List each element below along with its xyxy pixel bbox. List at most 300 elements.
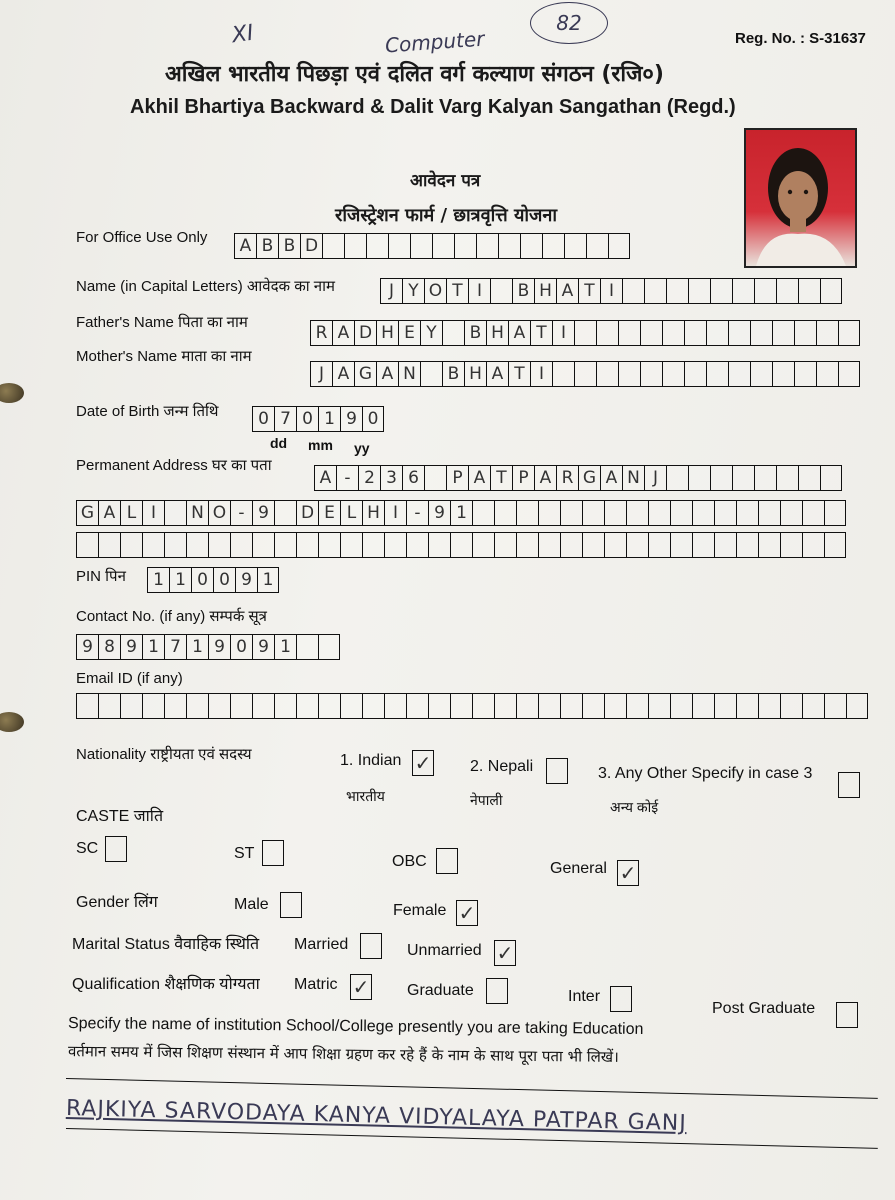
char-box[interactable] xyxy=(516,532,538,558)
char-box[interactable]: Y xyxy=(420,320,442,346)
char-box[interactable] xyxy=(164,500,186,526)
char-box[interactable] xyxy=(706,320,728,346)
char-box[interactable] xyxy=(476,233,498,259)
char-box[interactable] xyxy=(824,693,846,719)
char-box[interactable] xyxy=(274,532,296,558)
char-box[interactable] xyxy=(574,361,596,387)
gender-male-label: Male xyxy=(234,896,269,913)
nationality-other-label: 3. Any Other Specify in case 3 xyxy=(598,765,813,782)
char-box[interactable] xyxy=(736,693,758,719)
char-box[interactable]: 9 xyxy=(252,500,274,526)
dob-mm-hint: mm xyxy=(308,437,333,453)
char-box[interactable] xyxy=(802,500,824,526)
gender-female-checkbox[interactable]: ✓ xyxy=(456,900,478,926)
char-box[interactable]: A xyxy=(508,320,530,346)
char-box[interactable] xyxy=(186,693,208,719)
char-box[interactable] xyxy=(164,532,186,558)
char-box[interactable]: 1 xyxy=(147,567,169,593)
char-box[interactable]: I xyxy=(600,278,622,304)
char-box[interactable] xyxy=(76,532,98,558)
char-box[interactable] xyxy=(498,233,520,259)
char-box[interactable]: 0 xyxy=(230,634,252,660)
qualification-matric-checkbox[interactable]: ✓ xyxy=(350,974,372,1000)
char-box[interactable]: Y xyxy=(402,278,424,304)
address-line3-input[interactable] xyxy=(76,532,846,558)
institution-line-2 xyxy=(66,1128,878,1149)
marital-unmarried-checkbox[interactable]: ✓ xyxy=(494,940,516,966)
char-box[interactable] xyxy=(662,361,684,387)
char-box[interactable] xyxy=(388,233,410,259)
char-box[interactable]: P xyxy=(512,465,534,491)
qualification-inter-label: Inter xyxy=(568,988,601,1005)
char-box[interactable] xyxy=(296,693,318,719)
char-box[interactable] xyxy=(582,532,604,558)
char-box[interactable]: A xyxy=(534,465,556,491)
gender-label: Gender लिंग xyxy=(76,894,158,911)
char-box[interactable]: A xyxy=(376,361,398,387)
char-box[interactable] xyxy=(648,532,670,558)
char-box[interactable] xyxy=(618,361,640,387)
char-box[interactable] xyxy=(816,320,838,346)
char-box[interactable] xyxy=(98,693,120,719)
char-box[interactable]: R xyxy=(556,465,578,491)
char-box[interactable]: 1 xyxy=(257,567,279,593)
char-box[interactable] xyxy=(142,693,164,719)
char-box[interactable] xyxy=(604,693,626,719)
char-box[interactable] xyxy=(494,693,516,719)
char-box[interactable]: N xyxy=(622,465,644,491)
char-box[interactable]: 1 xyxy=(186,634,208,660)
char-box[interactable] xyxy=(340,532,362,558)
binder-ring-bottom xyxy=(0,712,24,732)
char-box[interactable]: B xyxy=(442,361,464,387)
char-box[interactable]: B xyxy=(464,320,486,346)
char-box[interactable] xyxy=(728,361,750,387)
char-box[interactable] xyxy=(604,500,626,526)
office-code-boxes xyxy=(234,233,630,259)
char-box[interactable] xyxy=(820,278,842,304)
char-box[interactable]: 9 xyxy=(120,634,142,660)
caste-st-label: ST xyxy=(234,845,255,862)
char-box[interactable]: H xyxy=(534,278,556,304)
char-box[interactable]: 2 xyxy=(358,465,380,491)
char-box[interactable] xyxy=(648,693,670,719)
char-box[interactable] xyxy=(618,320,640,346)
char-box[interactable] xyxy=(362,693,384,719)
nationality-nepali-hindi: नेपाली xyxy=(470,792,503,808)
char-box[interactable] xyxy=(626,500,648,526)
char-box[interactable] xyxy=(120,532,142,558)
char-box[interactable] xyxy=(564,233,586,259)
char-box[interactable] xyxy=(626,693,648,719)
char-box[interactable] xyxy=(142,532,164,558)
char-box[interactable]: 0 xyxy=(213,567,235,593)
caste-sc-label: SC xyxy=(76,840,99,857)
char-box[interactable] xyxy=(296,634,318,660)
institution-prompt-english: Specify the name of institution School/College presently you are taking Education xyxy=(67,1014,644,1039)
char-box[interactable] xyxy=(684,361,706,387)
char-box[interactable] xyxy=(772,361,794,387)
char-box[interactable]: 7 xyxy=(164,634,186,660)
char-box[interactable] xyxy=(76,693,98,719)
char-box[interactable] xyxy=(736,532,758,558)
nationality-indian-checkbox[interactable]: ✓ xyxy=(412,750,434,776)
char-box[interactable]: D xyxy=(354,320,376,346)
char-box[interactable] xyxy=(274,500,296,526)
char-box[interactable] xyxy=(644,278,666,304)
char-box[interactable] xyxy=(362,532,384,558)
marital-married-checkbox[interactable] xyxy=(360,933,382,959)
qualification-graduate-checkbox[interactable] xyxy=(486,978,508,1004)
char-box[interactable] xyxy=(714,500,736,526)
char-box[interactable] xyxy=(820,465,842,491)
nationality-nepali-checkbox[interactable] xyxy=(546,758,568,784)
char-box[interactable] xyxy=(428,532,450,558)
char-box[interactable] xyxy=(626,532,648,558)
char-box[interactable] xyxy=(208,693,230,719)
char-box[interactable]: A xyxy=(98,500,120,526)
char-box[interactable] xyxy=(714,532,736,558)
char-box[interactable]: 9 xyxy=(235,567,257,593)
char-box[interactable]: 0 xyxy=(296,406,318,432)
char-box[interactable] xyxy=(520,233,542,259)
char-box[interactable] xyxy=(472,693,494,719)
char-box[interactable]: A xyxy=(468,465,490,491)
contact-label: Contact No. (if any) सम्पर्क सूत्र xyxy=(76,608,267,625)
char-box[interactable] xyxy=(494,532,516,558)
char-box[interactable] xyxy=(366,233,388,259)
char-box[interactable]: H xyxy=(486,320,508,346)
char-box[interactable] xyxy=(706,361,728,387)
father-name-input[interactable] xyxy=(310,320,860,346)
char-box[interactable] xyxy=(582,500,604,526)
char-box[interactable]: 1 xyxy=(450,500,472,526)
char-box[interactable] xyxy=(450,693,472,719)
char-box[interactable] xyxy=(406,693,428,719)
char-box[interactable]: T xyxy=(490,465,512,491)
char-box[interactable] xyxy=(596,361,618,387)
applicant-photo xyxy=(744,128,857,268)
char-box[interactable] xyxy=(574,320,596,346)
nationality-other-checkbox[interactable] xyxy=(838,772,860,798)
char-box[interactable]: N xyxy=(186,500,208,526)
char-box[interactable] xyxy=(802,532,824,558)
char-box[interactable] xyxy=(640,320,662,346)
char-box[interactable] xyxy=(318,532,340,558)
char-box[interactable] xyxy=(776,278,798,304)
char-box[interactable] xyxy=(340,693,362,719)
char-box[interactable] xyxy=(754,278,776,304)
char-box[interactable] xyxy=(586,233,608,259)
qualification-postgrad-label: Post Graduate xyxy=(712,1000,816,1017)
char-box[interactable] xyxy=(208,532,230,558)
char-box[interactable]: H xyxy=(362,500,384,526)
char-box[interactable] xyxy=(758,693,780,719)
char-box[interactable] xyxy=(296,532,318,558)
char-box[interactable]: I xyxy=(552,320,574,346)
char-box[interactable] xyxy=(604,532,626,558)
char-box[interactable]: L xyxy=(120,500,142,526)
dob-yy-hint: yy xyxy=(354,440,370,456)
char-box[interactable]: N xyxy=(398,361,420,387)
char-box[interactable] xyxy=(596,320,618,346)
nationality-label: Nationality राष्ट्रीयता एवं सदस्य xyxy=(76,746,252,763)
caste-obc-checkbox[interactable] xyxy=(436,848,458,874)
char-box[interactable] xyxy=(732,465,754,491)
char-box[interactable]: I xyxy=(142,500,164,526)
char-box[interactable]: 9 xyxy=(340,406,362,432)
address-label: Permanent Address घर का पता xyxy=(76,457,272,474)
char-box[interactable]: A xyxy=(600,465,622,491)
gender-male-checkbox[interactable] xyxy=(280,892,302,918)
mother-name-label: Mother's Name माता का नाम xyxy=(76,348,252,365)
char-box[interactable] xyxy=(384,693,406,719)
char-box[interactable]: O xyxy=(424,278,446,304)
char-box[interactable] xyxy=(758,500,780,526)
char-box[interactable]: 9 xyxy=(76,634,98,660)
applicant-portrait-icon xyxy=(746,130,855,266)
char-box[interactable]: A xyxy=(314,465,336,491)
char-box[interactable] xyxy=(750,361,772,387)
char-box[interactable] xyxy=(516,693,538,719)
char-box[interactable]: T xyxy=(446,278,468,304)
char-box[interactable]: J xyxy=(644,465,666,491)
annotation-subject: Computer xyxy=(384,26,486,58)
char-box[interactable]: A xyxy=(234,233,256,259)
char-box[interactable]: 6 xyxy=(402,465,424,491)
char-box[interactable] xyxy=(384,532,406,558)
char-box[interactable] xyxy=(432,233,454,259)
char-box[interactable] xyxy=(560,693,582,719)
char-box[interactable]: - xyxy=(230,500,252,526)
char-box[interactable] xyxy=(688,465,710,491)
char-box[interactable]: T xyxy=(578,278,600,304)
address-line1-input[interactable] xyxy=(314,465,842,491)
char-box[interactable]: 1 xyxy=(318,406,340,432)
char-box[interactable]: B xyxy=(278,233,300,259)
char-box[interactable] xyxy=(692,500,714,526)
char-box[interactable]: H xyxy=(376,320,398,346)
registration-number: Reg. No. : S-31637 xyxy=(735,30,866,47)
char-box[interactable]: E xyxy=(318,500,340,526)
institution-input[interactable]: RAJKIYA SARVODAYA KANYA VIDYALAYA PATPAR GANJ xyxy=(65,1096,688,1137)
char-box[interactable] xyxy=(772,320,794,346)
char-box[interactable]: L xyxy=(340,500,362,526)
char-box[interactable] xyxy=(442,320,464,346)
char-box[interactable]: 9 xyxy=(208,634,230,660)
char-box[interactable]: 1 xyxy=(169,567,191,593)
char-box[interactable]: 7 xyxy=(274,406,296,432)
char-box[interactable] xyxy=(428,693,450,719)
char-box[interactable] xyxy=(252,532,274,558)
caste-obc-label: OBC xyxy=(392,853,427,870)
char-box[interactable] xyxy=(120,693,142,719)
char-box[interactable]: I xyxy=(530,361,552,387)
char-box[interactable] xyxy=(230,693,252,719)
char-box[interactable]: J xyxy=(380,278,402,304)
char-box[interactable] xyxy=(322,233,344,259)
char-box[interactable] xyxy=(780,500,802,526)
char-box[interactable]: 9 xyxy=(252,634,274,660)
char-box[interactable] xyxy=(692,532,714,558)
char-box[interactable]: A xyxy=(486,361,508,387)
char-box[interactable] xyxy=(824,532,846,558)
char-box[interactable] xyxy=(838,361,860,387)
char-box[interactable]: B xyxy=(256,233,278,259)
char-box[interactable]: G xyxy=(76,500,98,526)
char-box[interactable] xyxy=(714,693,736,719)
char-box[interactable] xyxy=(560,500,582,526)
char-box[interactable] xyxy=(608,233,630,259)
char-box[interactable] xyxy=(410,233,432,259)
char-box[interactable]: G xyxy=(354,361,376,387)
char-box[interactable] xyxy=(454,233,476,259)
marital-unmarried-label: Unmarried xyxy=(407,942,482,959)
caste-sc-checkbox[interactable] xyxy=(105,836,127,862)
char-box[interactable] xyxy=(780,693,802,719)
char-box[interactable]: G xyxy=(578,465,600,491)
char-box[interactable] xyxy=(710,278,732,304)
char-box[interactable] xyxy=(692,693,714,719)
char-box[interactable] xyxy=(662,320,684,346)
char-box[interactable]: A xyxy=(332,361,354,387)
char-box[interactable] xyxy=(538,532,560,558)
char-box[interactable] xyxy=(728,320,750,346)
char-box[interactable] xyxy=(516,500,538,526)
char-box[interactable]: H xyxy=(464,361,486,387)
nationality-indian-label: 1. Indian xyxy=(340,752,402,769)
caste-st-checkbox[interactable] xyxy=(262,840,284,866)
char-box[interactable] xyxy=(798,465,820,491)
char-box[interactable] xyxy=(736,500,758,526)
caste-general-checkbox[interactable]: ✓ xyxy=(617,860,639,886)
char-box[interactable] xyxy=(780,532,802,558)
caste-general-label: General xyxy=(550,860,607,877)
char-box[interactable]: 1 xyxy=(274,634,296,660)
char-box[interactable]: 9 xyxy=(428,500,450,526)
char-box[interactable] xyxy=(472,500,494,526)
char-box[interactable]: 0 xyxy=(252,406,274,432)
char-box[interactable]: I xyxy=(384,500,406,526)
char-box[interactable]: - xyxy=(336,465,358,491)
char-box[interactable] xyxy=(732,278,754,304)
char-box[interactable] xyxy=(318,634,340,660)
address-line2-input[interactable] xyxy=(76,500,846,526)
char-box[interactable] xyxy=(666,278,688,304)
char-box[interactable] xyxy=(98,532,120,558)
char-box[interactable] xyxy=(794,320,816,346)
char-box[interactable] xyxy=(450,532,472,558)
char-box[interactable]: O xyxy=(208,500,230,526)
char-box[interactable] xyxy=(344,233,366,259)
char-box[interactable] xyxy=(472,532,494,558)
char-box[interactable] xyxy=(542,233,564,259)
char-box[interactable] xyxy=(710,465,732,491)
char-box[interactable]: - xyxy=(406,500,428,526)
char-box[interactable] xyxy=(670,532,692,558)
qualification-graduate-label: Graduate xyxy=(407,982,474,999)
char-box[interactable]: A xyxy=(556,278,578,304)
char-box[interactable] xyxy=(552,361,574,387)
char-box[interactable] xyxy=(688,278,710,304)
char-box[interactable] xyxy=(538,693,560,719)
char-box[interactable] xyxy=(560,532,582,558)
char-box[interactable]: T xyxy=(508,361,530,387)
char-box[interactable]: 1 xyxy=(142,634,164,660)
char-box[interactable] xyxy=(494,500,516,526)
char-box[interactable]: D xyxy=(300,233,322,259)
char-box[interactable] xyxy=(424,465,446,491)
email-input[interactable] xyxy=(76,693,868,719)
char-box[interactable] xyxy=(798,278,820,304)
char-box[interactable]: 0 xyxy=(191,567,213,593)
char-box[interactable] xyxy=(824,500,846,526)
char-box[interactable]: J xyxy=(310,361,332,387)
char-box[interactable] xyxy=(666,465,688,491)
char-box[interactable] xyxy=(776,465,798,491)
char-box[interactable]: 3 xyxy=(380,465,402,491)
char-box[interactable] xyxy=(670,693,692,719)
contact-input[interactable] xyxy=(76,634,340,660)
char-box[interactable] xyxy=(274,693,296,719)
institution-line-1 xyxy=(66,1078,878,1099)
char-box[interactable] xyxy=(640,361,662,387)
char-box[interactable]: P xyxy=(446,465,468,491)
char-box[interactable] xyxy=(838,320,860,346)
char-box[interactable]: R xyxy=(310,320,332,346)
char-box[interactable] xyxy=(802,693,824,719)
char-box[interactable] xyxy=(164,693,186,719)
char-box[interactable]: E xyxy=(398,320,420,346)
char-box[interactable] xyxy=(490,278,512,304)
char-box[interactable]: B xyxy=(512,278,534,304)
char-box[interactable] xyxy=(420,361,442,387)
char-box[interactable]: D xyxy=(296,500,318,526)
pin-input[interactable] xyxy=(147,567,279,593)
char-box[interactable] xyxy=(794,361,816,387)
char-box[interactable]: 8 xyxy=(98,634,120,660)
char-box[interactable]: 0 xyxy=(362,406,384,432)
char-box[interactable] xyxy=(816,361,838,387)
char-box[interactable] xyxy=(846,693,868,719)
qualification-postgrad-checkbox[interactable] xyxy=(836,1002,858,1028)
mother-name-input[interactable] xyxy=(310,361,860,387)
char-box[interactable]: I xyxy=(468,278,490,304)
char-box[interactable] xyxy=(582,693,604,719)
name-input[interactable] xyxy=(380,278,842,304)
char-box[interactable] xyxy=(406,532,428,558)
dob-input[interactable] xyxy=(252,406,384,432)
char-box[interactable] xyxy=(648,500,670,526)
binder-ring-top xyxy=(0,383,24,403)
char-box[interactable] xyxy=(318,693,340,719)
org-name-hindi: अखिल भारतीय पिछड़ा एवं दलित वर्ग कल्याण संगठन (रजि०) xyxy=(165,62,664,87)
char-box[interactable] xyxy=(230,532,252,558)
char-box[interactable] xyxy=(538,500,560,526)
char-box[interactable] xyxy=(758,532,780,558)
qualification-inter-checkbox[interactable] xyxy=(610,986,632,1012)
char-box[interactable] xyxy=(754,465,776,491)
father-name-label: Father's Name पिता का नाम xyxy=(76,314,248,331)
char-box[interactable] xyxy=(252,693,274,719)
char-box[interactable]: A xyxy=(332,320,354,346)
char-box[interactable] xyxy=(186,532,208,558)
char-box[interactable] xyxy=(622,278,644,304)
char-box[interactable] xyxy=(670,500,692,526)
char-box[interactable] xyxy=(684,320,706,346)
char-box[interactable]: T xyxy=(530,320,552,346)
char-box[interactable] xyxy=(750,320,772,346)
